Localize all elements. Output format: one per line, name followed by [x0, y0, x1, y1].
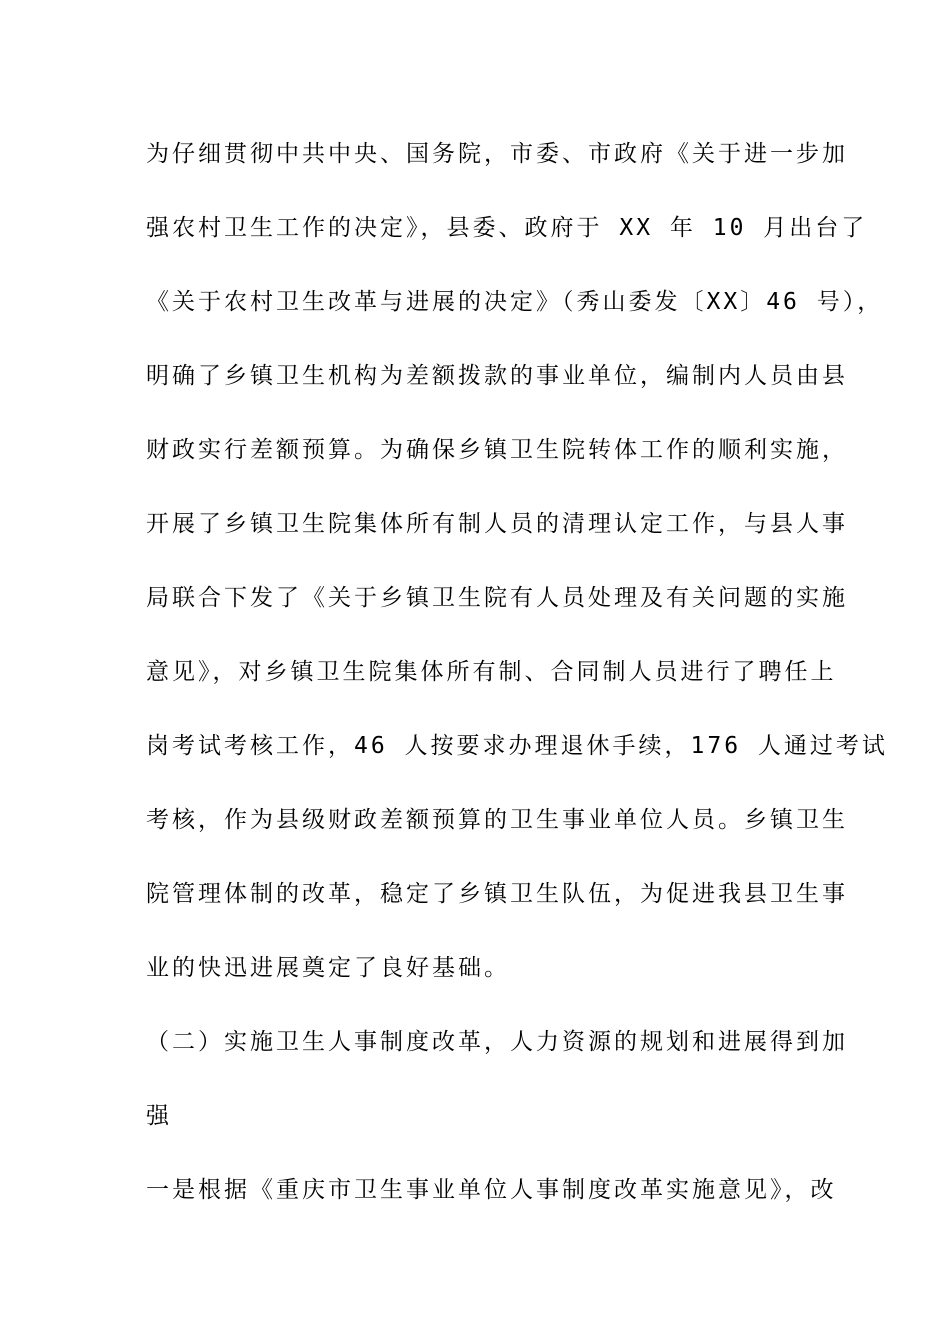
text-line: 强农村卫生工作的决定》，县委、政府于 XX 年 10 月出台了 [146, 215, 868, 241]
text-line: 岗考试考核工作，46 人按要求办理退休手续，176 人通过考试 [146, 733, 888, 759]
text-line: 意见》，对乡镇卫生院集体所有制、合同制人员进行了聘任上 [146, 659, 837, 685]
text-line: 业的快迅进展奠定了良好基础。 [146, 955, 510, 981]
text-line: 考核，作为县级财政差额预算的卫生事业单位人员。乡镇卫生 [146, 807, 848, 833]
section-heading-line: （二）实施卫生人事制度改革，人力资源的规划和进展得到加 [146, 1029, 848, 1055]
text-line: 局联合下发了《关于乡镇卫生院有人员处理及有关问题的实施 [146, 585, 848, 611]
section-heading-line: 强 [146, 1103, 172, 1129]
text-line: 明确了乡镇卫生机构为差额拨款的事业单位，编制内人员由县 [146, 363, 848, 389]
text-line: 开展了乡镇卫生院集体所有制人员的清理认定工作，与县人事 [146, 511, 848, 537]
text-line: 《关于农村卫生改革与进展的决定》（秀山委发〔XX〕46 号）， [146, 289, 884, 315]
text-line: 院管理体制的改革，稳定了乡镇卫生队伍，为促进我县卫生事 [146, 881, 848, 907]
text-line: 为仔细贯彻中共中央、国务院，市委、市政府《关于进一步加 [146, 141, 848, 167]
text-line: 一是根据《重庆市卫生事业单位人事制度改革实施意见》，改 [146, 1177, 837, 1203]
text-line: 财政实行差额预算。为确保乡镇卫生院转体工作的顺利实施， [146, 437, 848, 463]
